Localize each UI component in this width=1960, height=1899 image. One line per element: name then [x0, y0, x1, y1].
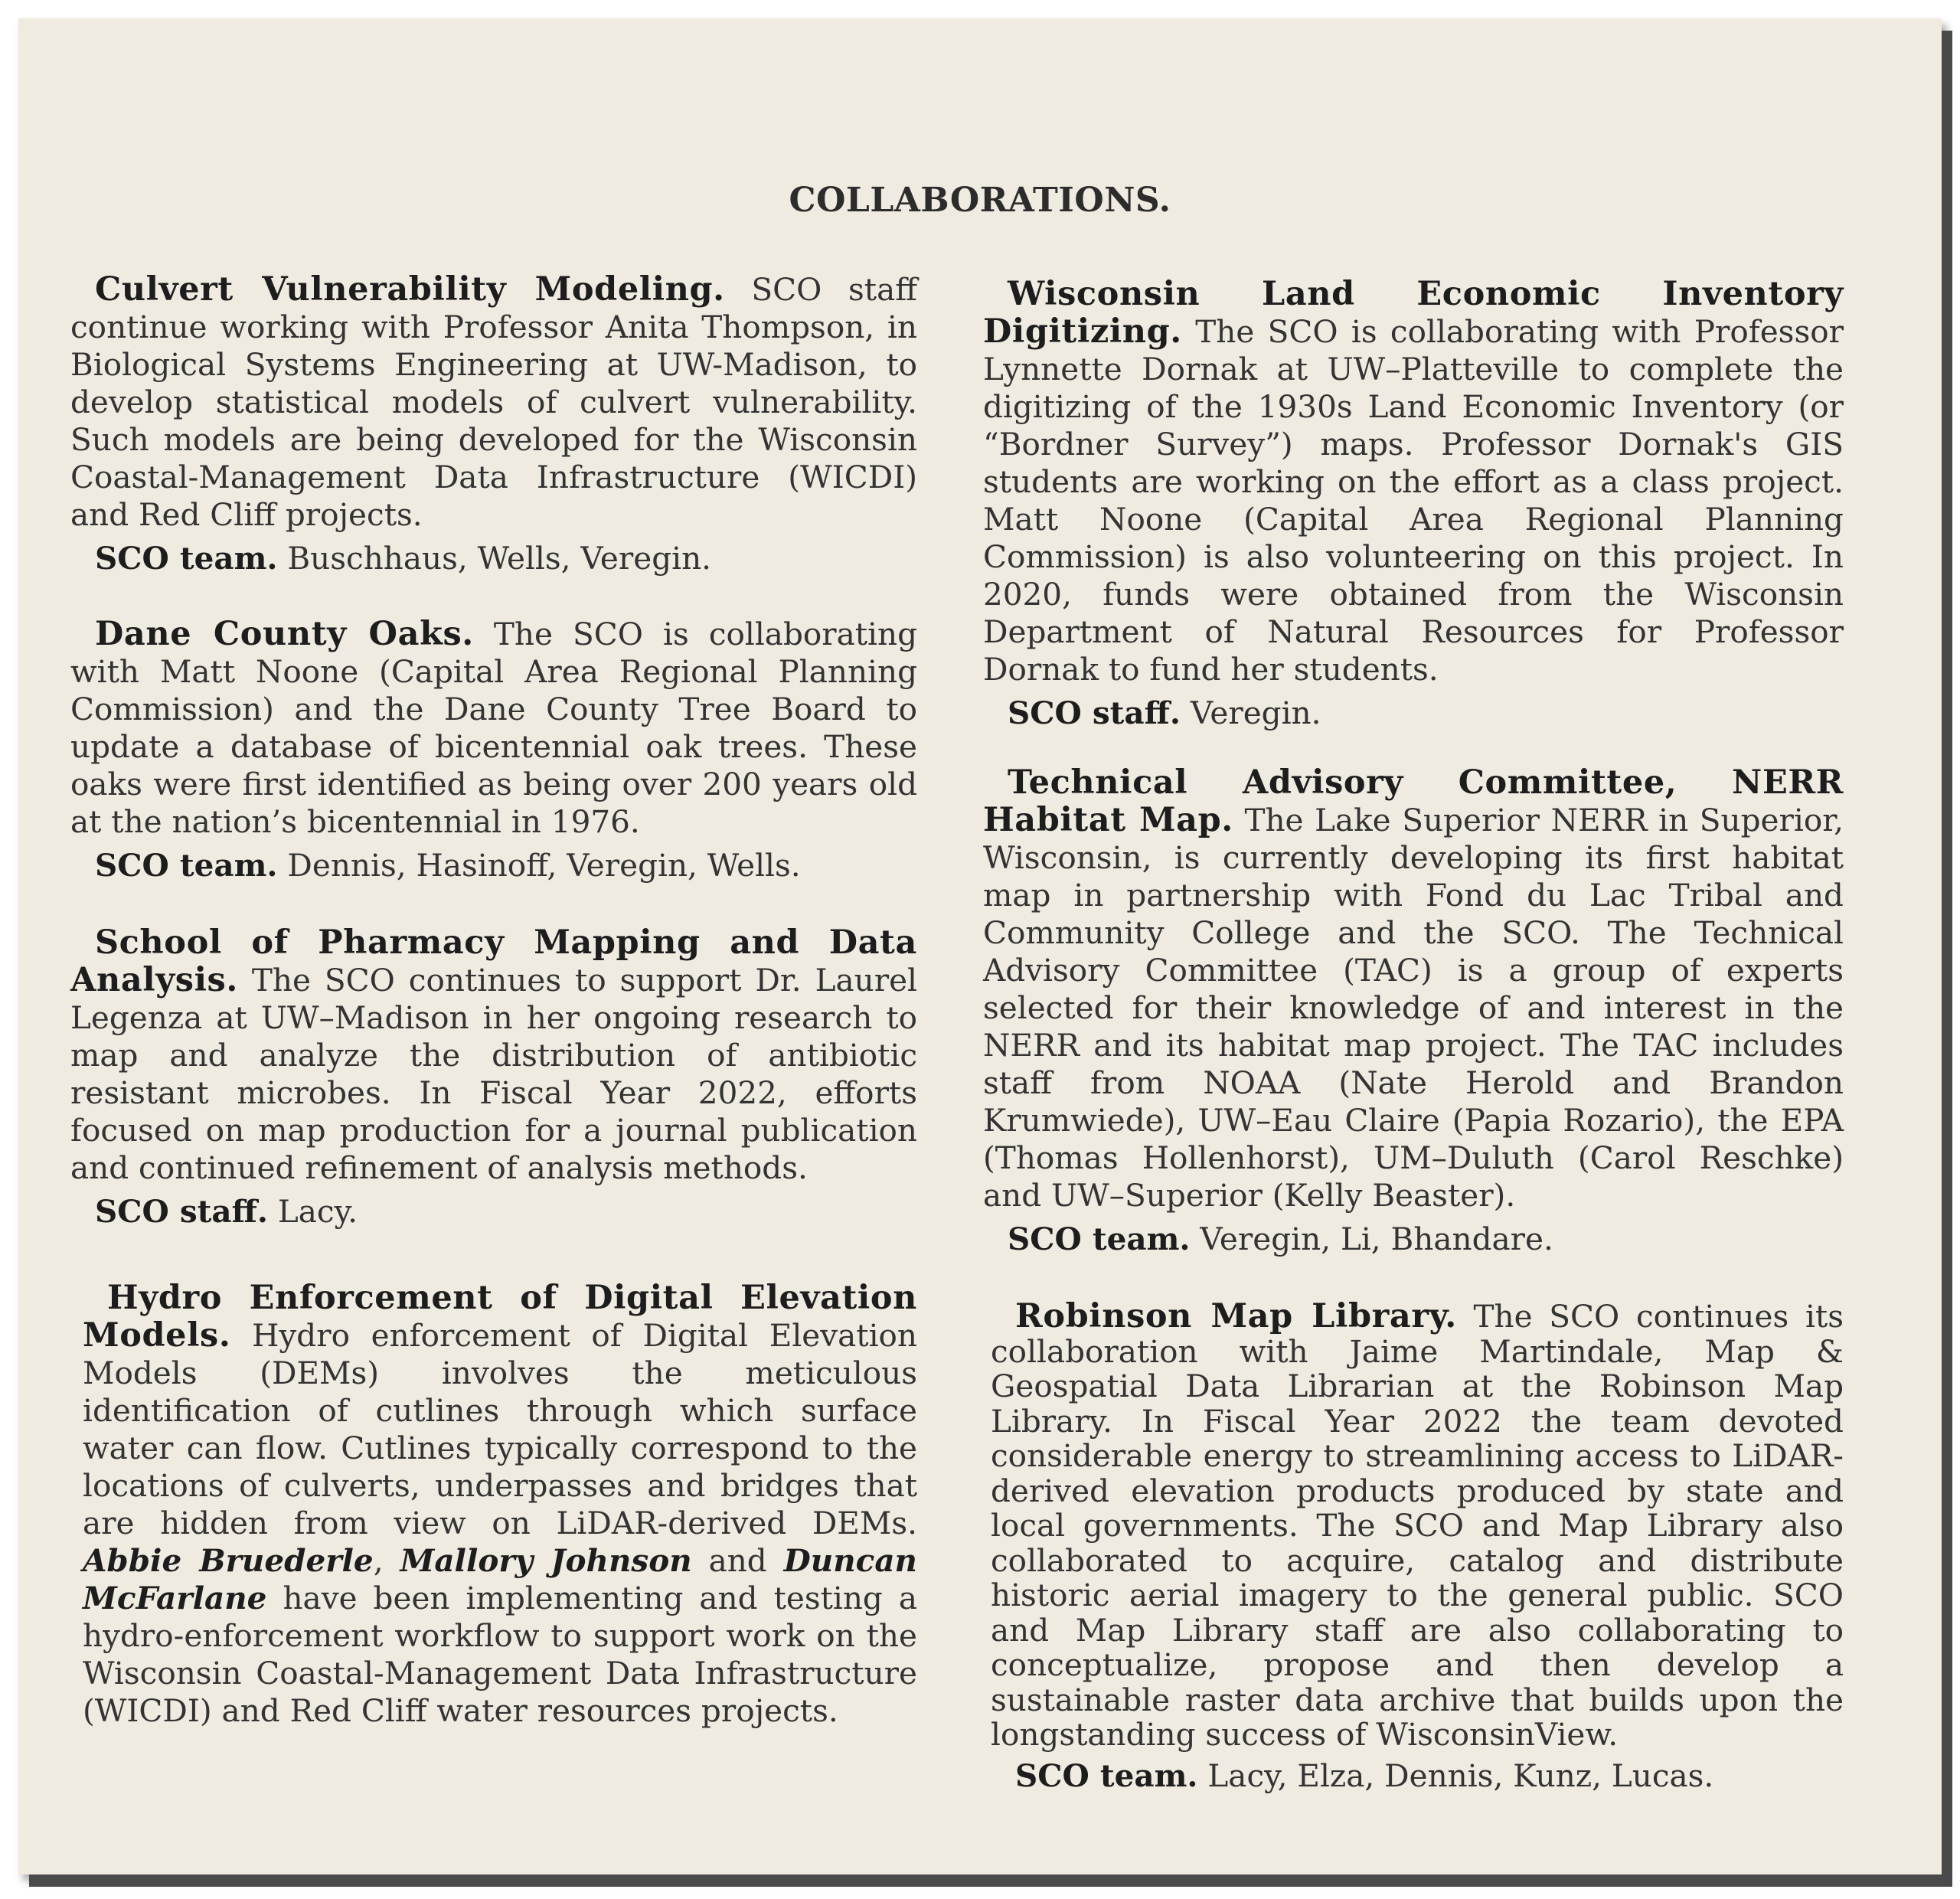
team-names: Lacy. — [267, 1193, 358, 1230]
person-name: Abbie Bruederle — [83, 1542, 374, 1579]
team-line — [991, 1759, 1844, 1794]
section-paragraph — [70, 924, 917, 1187]
team-label: SCO team. — [95, 847, 278, 884]
section-heading: Hydro Enforcement of Digital Elevation Models. — [83, 1279, 917, 1355]
section-technical-advisory-committee — [983, 764, 1844, 1258]
section-paragraph — [83, 1280, 917, 1730]
team-label: SCO staff. — [95, 1193, 268, 1230]
team-line — [70, 540, 917, 577]
section-hydro-enforcement — [70, 1280, 917, 1730]
section-dane-county-oaks — [70, 616, 917, 884]
section-school-of-pharmacy — [70, 924, 917, 1231]
section-heading: Robinson Map Library. — [1015, 1297, 1457, 1335]
document-page — [18, 18, 1942, 1874]
section-culvert-vulnerability — [70, 271, 917, 577]
section-body: The SCO continues its collaboration with Jaime Martindale, Map & Geospatial Data Librarian at the Robinson Map Library. In Fiscal Year 2022 the team devoted considerable energy to streamlining access to LiDAR-derived elevation products produced by state and local governments. The SCO and Map Library also collaborated to acquire, catalog and distribute historic aerial imagery to the general public. SCO and Map Library staff are also collaborating to conceptualize, propose and then develop a sustainable raster data archive that builds upon the longstanding success of WisconsinView. — [991, 1298, 1844, 1753]
section-body: The SCO is collaborating with Matt Noone (Capital Area Regional Planning Commission) and the Dane County Tree Board to update a database of bicentennial oak trees. These oaks were first identified as being over 200 years old at the nation’s bicentennial in 1976. — [70, 616, 918, 840]
section-heading: Culvert Vulnerability Modeling. — [95, 270, 725, 309]
section-body: The Lake Superior NERR in Superior, Wisconsin, is currently developing its first habitat map in partnership with Fond du Lac Tribal and Community College and the SCO. The Technical Advisory Committee (TAC) is a group of experts selected for their knowledge of and interest in the NERR and its habitat map project. The TAC includes staff from NOAA (Nate Herold and Brandon Krumwiede), UW–Eau Claire (Papia Rozario), the EPA (Thomas Hollenhorst), UM–Duluth (Carol Reschke) and UW–Superior (Kelly Beaster). — [983, 802, 1844, 1214]
team-label: SCO staff. — [1008, 695, 1181, 731]
left-column — [70, 271, 917, 1730]
section-body: SCO staff continue working with Professor Anita Thompson, in Biological Systems Engineering at UW-Madison, to develop statistical models of culvert vulnerability. Such models are being developed for the Wisconsin Coastal-Management Data Infrastructure (WICDI) and Red Cliff projects. — [70, 271, 917, 533]
person-name: Mallory Johnson — [400, 1542, 692, 1579]
section-body: The SCO continues to support Dr. Laurel Legenza at UW–Madison in her ongoing research to map and analyze the distribution of antibiotic resistant microbes. In Fiscal Year 2022, efforts focused on map production for a journal publication and continued refinement of analysis methods. — [70, 962, 917, 1186]
section-paragraph — [983, 764, 1844, 1214]
section-body-continued: have been implementing and testing a hydro-enforcement workflow to support work on the Wisconsin Coastal-Management Data Infrastructure (WICDI) and Red Cliff water resources projects. — [83, 1580, 917, 1729]
section-paragraph — [70, 271, 917, 534]
section-heading: Wisconsin Land Economic Inventory Digitizing. — [983, 275, 1844, 351]
team-line — [70, 847, 917, 884]
section-land-economic-inventory — [983, 276, 1844, 732]
section-heading: Technical Advisory Committee, NERR Habitat Map. — [983, 763, 1844, 839]
section-heading: Dane County Oaks. — [95, 615, 474, 653]
separator-text: and — [691, 1542, 784, 1579]
section-body: The SCO is collaborating with Professor Lynnette Dornak at UW–Platteville to complete the digitizing of the 1930s Land Economic Inventory (or “Bordner Survey”) maps. Professor Dornak's GIS students are working on the effort as a class project. Matt Noone (Capital Area Regional Planning Commission) is also volunteering on this project. In 2020, funds were obtained from the Wisconsin Department of Natural Resources for Professor Dornak to fund her students. — [983, 313, 1844, 688]
section-paragraph — [70, 616, 917, 841]
right-column — [983, 271, 1844, 1793]
separator-text: , — [373, 1542, 400, 1579]
section-robinson-map-library — [983, 1299, 1844, 1793]
team-label: SCO team. — [1015, 1757, 1198, 1794]
team-names: Dennis, Hasinoff, Veregin, Wells. — [277, 847, 801, 884]
team-names: Veregin, Li, Bhandare. — [1190, 1221, 1553, 1257]
page-title: COLLABORATIONS. — [789, 181, 1171, 220]
section-paragraph — [983, 276, 1844, 688]
team-names: Lacy, Elza, Dennis, Kunz, Lucas. — [1197, 1757, 1714, 1794]
section-paragraph — [991, 1299, 1844, 1753]
team-line — [70, 1193, 917, 1231]
team-line — [983, 695, 1844, 732]
team-label: SCO team. — [95, 540, 278, 577]
team-names: Veregin. — [1180, 695, 1321, 731]
team-label: SCO team. — [1008, 1221, 1191, 1257]
section-body: Hydro enforcement of Digital Elevation Models (DEMs) involves the meticulous identification of cutlines through which surface water can flow. Cutlines typically correspond to the locations of culverts, underpasses and bridges that are hidden from view on LiDAR-derived DEMs. — [83, 1317, 917, 1541]
team-line — [983, 1221, 1844, 1258]
section-heading: School of Pharmacy Mapping and Data Analysis. — [70, 923, 917, 999]
person-name: Duncan McFarlane — [83, 1542, 918, 1616]
team-names: Buschhaus, Wells, Veregin. — [277, 540, 712, 577]
